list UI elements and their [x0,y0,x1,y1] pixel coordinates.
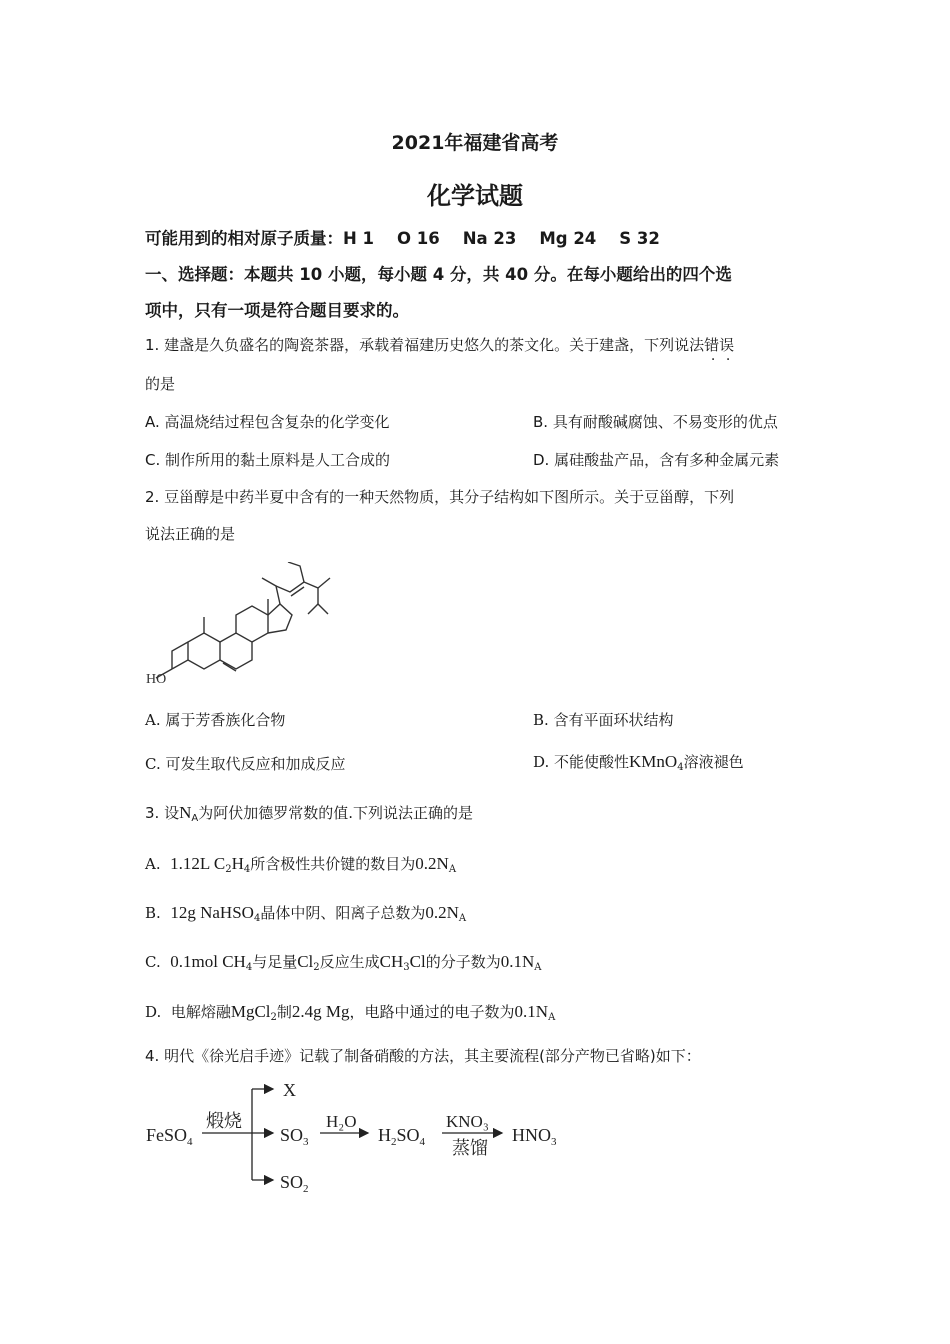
q3-stem [145,802,473,823]
flow-label-calcine: 煅烧 [206,1111,242,1131]
q1-option-d: D. 属硅酸盐产品，含有多种金属元素 [533,451,780,469]
q3-b-formula2: 0.2N [425,903,459,922]
section-heading-line2: 项中，只有一项是符合题目要求的。 [145,301,409,320]
q3-c-sub3: 3 [403,962,410,973]
q2-option-a: A. 属于芳香族化合物 [145,711,286,729]
q3-a-sub2: 4 [243,864,251,875]
q3-c-text3: 的分子数为 [425,953,501,971]
q1-stem-text: 1. 建盏是久负盛名的陶瓷茶器，承载着福建历史悠久的茶文化。关于建盏，下列说法 [145,336,705,354]
q1-option-b: B. 具有耐酸碱腐蚀、不易变形的优点 [533,413,778,431]
q3-option-c [145,951,542,972]
q1-stem-line1 [145,334,734,355]
hydroxyl-label: HO [146,672,167,687]
q3-a-formula1: 1.12L C [170,854,226,873]
flow-product-hno3: $HNO_3$ [512,1125,557,1148]
q3-c-formula4: Cl [409,952,426,971]
q3-c-formula2: Cl [297,952,314,971]
q3-a-sub1: 2 [225,864,232,875]
q2-d-formula: KMnO [629,752,678,771]
q3-c-text1: 与足量 [252,953,298,971]
flow-arrows [202,1089,502,1180]
flow-label-kno3: KNO₃ [446,1112,489,1131]
q2-stem-line1: 2. 豆甾醇是中药半夏中含有的一种天然物质，其分子结构如下图所示。关于豆甾醇，下列 [145,488,735,506]
q3-d-text2: 制 [276,1003,292,1021]
q1-emphasis-char1: 错 [704,336,720,354]
nitric-acid-process-flow-diagram [140,1075,580,1200]
q3-d-formula3: 0.1N [514,1002,549,1021]
q3-option-a [145,853,456,874]
section-heading-line1: 一、选择题：本题共 10 小题，每小题 4 分，共 40 分。在每小题给出的四个选 [145,265,732,284]
flow-label-water: H₂O [326,1112,357,1131]
stigmasterol-structure-diagram [140,562,340,692]
q3-c-formula1: 0.1mol CH [170,952,246,971]
q3-c-formula5: 0.1N [500,952,535,971]
q3-b-sub1: 4 [253,913,261,924]
q3-na-subscript: A [191,813,199,824]
q3-b-label: B. [145,904,161,922]
q3-c-sub1: 4 [245,962,253,973]
q3-d-label: D. [145,1003,162,1021]
q3-option-d [145,1001,555,1022]
q3-d-text1: 电解熔融 [170,1003,231,1021]
q4-stem: 4. 明代《徐光启手迹》记载了制备硝酸的方法，其主要流程(部分产物已省略)如下： [145,1047,701,1065]
q3-d-text3: ，电路中通过的电子数为 [349,1003,515,1021]
q3-a-formula2: H [231,854,244,873]
q3-na-symbol: N [179,803,192,822]
flow-product-so3: $SO_3$ [280,1125,309,1148]
flow-reactant-feso4: FeSO$_4$ [146,1125,193,1148]
q3-c-label: C. [145,953,161,971]
q1-stem-line2: 的是 [145,375,176,393]
q3-stem-prefix: 3. 设 [145,804,180,822]
q3-c-text2: 反应生成 [319,953,380,971]
flow-product-h2so4: $H_2SO_4$ [378,1125,426,1148]
q3-b-sub2: A [458,913,467,924]
q1-option-a: A. 高温烧结过程包含复杂的化学变化 [145,413,390,431]
exam-title: 2021年福建省高考 [391,132,559,154]
q2-option-b: B. 含有平面环状结构 [533,711,674,729]
molecule-skeleton [156,562,330,678]
q3-option-b [145,902,466,923]
flow-product-so2: $SO_2$ [280,1172,309,1195]
atomic-mass-line: 可能用到的相对原子质量：H 1 O 16 Na 23 Mg 24 S 32 [145,229,660,248]
q2-stem-line2: 说法正确的是 [145,525,236,543]
q3-c-sub5: A [534,962,542,973]
q3-b-formula1: 12g NaHSO [170,903,254,922]
q3-a-text: 所含极性共价键的数目为 [250,855,416,873]
flow-label-distill: 蒸馏 [452,1138,488,1158]
exam-subtitle: 化学试题 [427,182,523,210]
q3-d-sub1: 2 [270,1012,277,1023]
q3-d-sub3: A [548,1012,556,1023]
q2-d-subscript: 4 [677,762,684,773]
q3-a-sub3: A [448,864,457,875]
q3-c-sub2: 2 [313,962,320,973]
q3-d-formula1: MgCl [230,1002,271,1021]
q1-emphasis-char2: 误 [719,336,735,354]
q3-a-formula3: 0.2N [415,854,449,873]
q2-d-text-end: 溶液褪色 [683,753,744,771]
q3-a-label: A. [145,855,161,873]
q2-option-c: C. 可发生取代反应和加成反应 [145,755,346,773]
q3-b-text: 晶体中阴、阳离子总数为 [260,904,426,922]
flow-product-x: X [283,1080,296,1100]
q3-c-formula3: CH [379,952,404,971]
q3-d-formula2: 2.4g Mg [291,1002,350,1021]
q1-option-c: C. 制作所用的黏土原料是人工合成的 [145,451,391,469]
q2-option-d [533,751,744,772]
q3-stem-text: 为阿伏加德罗常数的值.下列说法正确的是 [198,804,473,822]
q2-d-text: D. 不能使酸性 [533,753,630,771]
